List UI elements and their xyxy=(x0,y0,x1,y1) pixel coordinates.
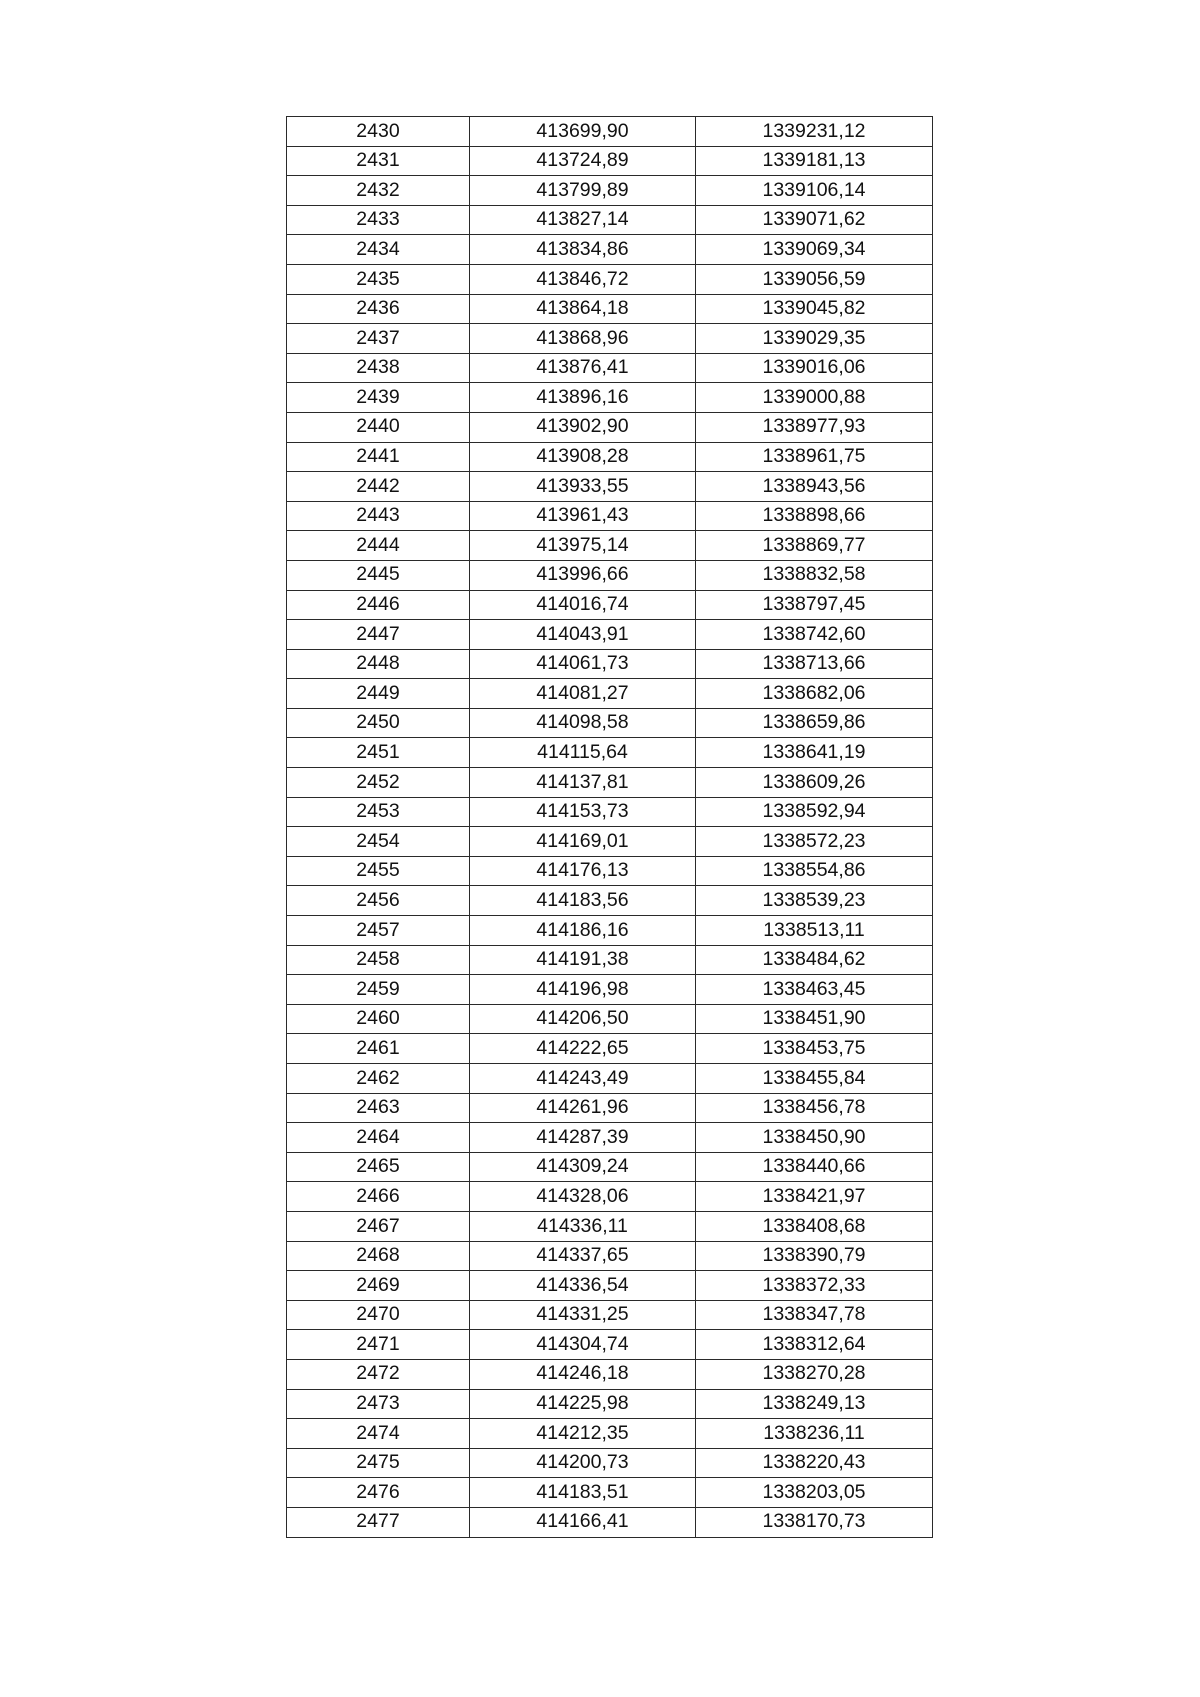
table-row xyxy=(287,1300,933,1330)
point-number-cell: 2467 xyxy=(287,1211,470,1241)
point-number-cell: 2472 xyxy=(287,1359,470,1389)
x-coordinate-cell: 414081,27 xyxy=(470,679,696,709)
table-row xyxy=(287,501,933,531)
point-number-cell: 2450 xyxy=(287,708,470,738)
y-coordinate-cell: 1339016,06 xyxy=(696,353,933,383)
table-row xyxy=(287,738,933,768)
point-number-cell: 2461 xyxy=(287,1034,470,1064)
point-number-cell: 2451 xyxy=(287,738,470,768)
table-row xyxy=(287,1271,933,1301)
y-coordinate-cell: 1338455,84 xyxy=(696,1064,933,1094)
point-number-cell: 2471 xyxy=(287,1330,470,1360)
table-row xyxy=(287,1448,933,1478)
y-coordinate-cell: 1338249,13 xyxy=(696,1389,933,1419)
table-row xyxy=(287,324,933,354)
point-number-cell: 2437 xyxy=(287,324,470,354)
point-number-cell: 2430 xyxy=(287,117,470,147)
y-coordinate-cell: 1338554,86 xyxy=(696,856,933,886)
point-number-cell: 2457 xyxy=(287,916,470,946)
y-coordinate-cell: 1339045,82 xyxy=(696,294,933,324)
point-number-cell: 2469 xyxy=(287,1271,470,1301)
y-coordinate-cell: 1338484,62 xyxy=(696,945,933,975)
table-row xyxy=(287,1241,933,1271)
x-coordinate-cell: 413724,89 xyxy=(470,146,696,176)
x-coordinate-cell: 414191,38 xyxy=(470,945,696,975)
y-coordinate-cell: 1339029,35 xyxy=(696,324,933,354)
point-number-cell: 2455 xyxy=(287,856,470,886)
y-coordinate-cell: 1339000,88 xyxy=(696,383,933,413)
table-row xyxy=(287,117,933,147)
y-coordinate-cell: 1338236,11 xyxy=(696,1419,933,1449)
y-coordinate-cell: 1338463,45 xyxy=(696,975,933,1005)
x-coordinate-cell: 413961,43 xyxy=(470,501,696,531)
x-coordinate-cell: 413996,66 xyxy=(470,560,696,590)
table-row xyxy=(287,679,933,709)
x-coordinate-cell: 414183,56 xyxy=(470,886,696,916)
y-coordinate-cell: 1338742,60 xyxy=(696,620,933,650)
y-coordinate-cell: 1338453,75 xyxy=(696,1034,933,1064)
coordinates-table xyxy=(286,116,933,1538)
x-coordinate-cell: 414176,13 xyxy=(470,856,696,886)
x-coordinate-cell: 414331,25 xyxy=(470,1300,696,1330)
x-coordinate-cell: 413975,14 xyxy=(470,531,696,561)
y-coordinate-cell: 1338421,97 xyxy=(696,1182,933,1212)
point-number-cell: 2433 xyxy=(287,205,470,235)
table-row xyxy=(287,560,933,590)
x-coordinate-cell: 414061,73 xyxy=(470,649,696,679)
point-number-cell: 2432 xyxy=(287,176,470,206)
x-coordinate-cell: 413827,14 xyxy=(470,205,696,235)
x-coordinate-cell: 414098,58 xyxy=(470,708,696,738)
y-coordinate-cell: 1338659,86 xyxy=(696,708,933,738)
x-coordinate-cell: 414183,51 xyxy=(470,1478,696,1508)
x-coordinate-cell: 413902,90 xyxy=(470,412,696,442)
table-row xyxy=(287,1004,933,1034)
x-coordinate-cell: 414336,54 xyxy=(470,1271,696,1301)
table-row xyxy=(287,1478,933,1508)
y-coordinate-cell: 1338641,19 xyxy=(696,738,933,768)
x-coordinate-cell: 414153,73 xyxy=(470,797,696,827)
point-number-cell: 2448 xyxy=(287,649,470,679)
table-row xyxy=(287,827,933,857)
x-coordinate-cell: 413699,90 xyxy=(470,117,696,147)
x-coordinate-cell: 414169,01 xyxy=(470,827,696,857)
table-row xyxy=(287,294,933,324)
x-coordinate-cell: 414328,06 xyxy=(470,1182,696,1212)
point-number-cell: 2473 xyxy=(287,1389,470,1419)
y-coordinate-cell: 1338592,94 xyxy=(696,797,933,827)
point-number-cell: 2454 xyxy=(287,827,470,857)
point-number-cell: 2459 xyxy=(287,975,470,1005)
table-row xyxy=(287,1389,933,1419)
point-number-cell: 2475 xyxy=(287,1448,470,1478)
y-coordinate-cell: 1339056,59 xyxy=(696,264,933,294)
y-coordinate-cell: 1338456,78 xyxy=(696,1093,933,1123)
x-coordinate-cell: 414287,39 xyxy=(470,1123,696,1153)
point-number-cell: 2436 xyxy=(287,294,470,324)
table-row xyxy=(287,264,933,294)
table-row xyxy=(287,649,933,679)
y-coordinate-cell: 1338609,26 xyxy=(696,768,933,798)
y-coordinate-cell: 1338961,75 xyxy=(696,442,933,472)
y-coordinate-cell: 1339231,12 xyxy=(696,117,933,147)
table-row xyxy=(287,176,933,206)
table-row xyxy=(287,768,933,798)
x-coordinate-cell: 413908,28 xyxy=(470,442,696,472)
x-coordinate-cell: 414115,64 xyxy=(470,738,696,768)
x-coordinate-cell: 413896,16 xyxy=(470,383,696,413)
y-coordinate-cell: 1338220,43 xyxy=(696,1448,933,1478)
y-coordinate-cell: 1338869,77 xyxy=(696,531,933,561)
x-coordinate-cell: 414222,65 xyxy=(470,1034,696,1064)
x-coordinate-cell: 414309,24 xyxy=(470,1152,696,1182)
x-coordinate-cell: 413864,18 xyxy=(470,294,696,324)
point-number-cell: 2456 xyxy=(287,886,470,916)
x-coordinate-cell: 414261,96 xyxy=(470,1093,696,1123)
y-coordinate-cell: 1338408,68 xyxy=(696,1211,933,1241)
y-coordinate-cell: 1338440,66 xyxy=(696,1152,933,1182)
x-coordinate-cell: 414200,73 xyxy=(470,1448,696,1478)
x-coordinate-cell: 413876,41 xyxy=(470,353,696,383)
point-number-cell: 2465 xyxy=(287,1152,470,1182)
point-number-cell: 2447 xyxy=(287,620,470,650)
table-row xyxy=(287,205,933,235)
point-number-cell: 2452 xyxy=(287,768,470,798)
point-number-cell: 2435 xyxy=(287,264,470,294)
point-number-cell: 2464 xyxy=(287,1123,470,1153)
point-number-cell: 2440 xyxy=(287,412,470,442)
y-coordinate-cell: 1338682,06 xyxy=(696,679,933,709)
point-number-cell: 2458 xyxy=(287,945,470,975)
point-number-cell: 2477 xyxy=(287,1507,470,1537)
y-coordinate-cell: 1339181,13 xyxy=(696,146,933,176)
x-coordinate-cell: 414243,49 xyxy=(470,1064,696,1094)
y-coordinate-cell: 1338347,78 xyxy=(696,1300,933,1330)
point-number-cell: 2446 xyxy=(287,590,470,620)
point-number-cell: 2462 xyxy=(287,1064,470,1094)
table-row xyxy=(287,1034,933,1064)
x-coordinate-cell: 414212,35 xyxy=(470,1419,696,1449)
point-number-cell: 2431 xyxy=(287,146,470,176)
y-coordinate-cell: 1338513,11 xyxy=(696,916,933,946)
x-coordinate-cell: 414043,91 xyxy=(470,620,696,650)
table-row xyxy=(287,1419,933,1449)
x-coordinate-cell: 414196,98 xyxy=(470,975,696,1005)
y-coordinate-cell: 1339106,14 xyxy=(696,176,933,206)
table-row xyxy=(287,531,933,561)
point-number-cell: 2466 xyxy=(287,1182,470,1212)
point-number-cell: 2445 xyxy=(287,560,470,590)
coordinates-table-body xyxy=(287,117,933,1538)
table-row xyxy=(287,1211,933,1241)
y-coordinate-cell: 1338451,90 xyxy=(696,1004,933,1034)
x-coordinate-cell: 414137,81 xyxy=(470,768,696,798)
x-coordinate-cell: 414166,41 xyxy=(470,1507,696,1537)
table-row xyxy=(287,472,933,502)
table-row xyxy=(287,797,933,827)
table-row xyxy=(287,708,933,738)
table-row xyxy=(287,1064,933,1094)
x-coordinate-cell: 414016,74 xyxy=(470,590,696,620)
table-row xyxy=(287,945,933,975)
x-coordinate-cell: 414186,16 xyxy=(470,916,696,946)
y-coordinate-cell: 1338832,58 xyxy=(696,560,933,590)
y-coordinate-cell: 1338203,05 xyxy=(696,1478,933,1508)
y-coordinate-cell: 1338450,90 xyxy=(696,1123,933,1153)
x-coordinate-cell: 414225,98 xyxy=(470,1389,696,1419)
point-number-cell: 2443 xyxy=(287,501,470,531)
y-coordinate-cell: 1338943,56 xyxy=(696,472,933,502)
point-number-cell: 2434 xyxy=(287,235,470,265)
y-coordinate-cell: 1338539,23 xyxy=(696,886,933,916)
table-row xyxy=(287,235,933,265)
y-coordinate-cell: 1338372,33 xyxy=(696,1271,933,1301)
y-coordinate-cell: 1338312,64 xyxy=(696,1330,933,1360)
point-number-cell: 2468 xyxy=(287,1241,470,1271)
point-number-cell: 2463 xyxy=(287,1093,470,1123)
y-coordinate-cell: 1339069,34 xyxy=(696,235,933,265)
table-row xyxy=(287,1093,933,1123)
y-coordinate-cell: 1338713,66 xyxy=(696,649,933,679)
point-number-cell: 2474 xyxy=(287,1419,470,1449)
x-coordinate-cell: 413933,55 xyxy=(470,472,696,502)
table-row xyxy=(287,1359,933,1389)
point-number-cell: 2439 xyxy=(287,383,470,413)
table-row xyxy=(287,886,933,916)
table-row xyxy=(287,856,933,886)
table-row xyxy=(287,383,933,413)
x-coordinate-cell: 413868,96 xyxy=(470,324,696,354)
table-row xyxy=(287,590,933,620)
table-row xyxy=(287,1152,933,1182)
table-row xyxy=(287,146,933,176)
point-number-cell: 2476 xyxy=(287,1478,470,1508)
table-row xyxy=(287,1182,933,1212)
y-coordinate-cell: 1339071,62 xyxy=(696,205,933,235)
table-row xyxy=(287,916,933,946)
y-coordinate-cell: 1338572,23 xyxy=(696,827,933,857)
point-number-cell: 2470 xyxy=(287,1300,470,1330)
y-coordinate-cell: 1338270,28 xyxy=(696,1359,933,1389)
point-number-cell: 2442 xyxy=(287,472,470,502)
table-row xyxy=(287,1330,933,1360)
y-coordinate-cell: 1338977,93 xyxy=(696,412,933,442)
point-number-cell: 2441 xyxy=(287,442,470,472)
x-coordinate-cell: 413799,89 xyxy=(470,176,696,206)
x-coordinate-cell: 414206,50 xyxy=(470,1004,696,1034)
x-coordinate-cell: 413846,72 xyxy=(470,264,696,294)
point-number-cell: 2438 xyxy=(287,353,470,383)
table-row xyxy=(287,412,933,442)
x-coordinate-cell: 414304,74 xyxy=(470,1330,696,1360)
table-row xyxy=(287,442,933,472)
point-number-cell: 2449 xyxy=(287,679,470,709)
y-coordinate-cell: 1338898,66 xyxy=(696,501,933,531)
y-coordinate-cell: 1338797,45 xyxy=(696,590,933,620)
point-number-cell: 2444 xyxy=(287,531,470,561)
table-row xyxy=(287,1123,933,1153)
x-coordinate-cell: 414337,65 xyxy=(470,1241,696,1271)
x-coordinate-cell: 414246,18 xyxy=(470,1359,696,1389)
point-number-cell: 2460 xyxy=(287,1004,470,1034)
y-coordinate-cell: 1338170,73 xyxy=(696,1507,933,1537)
y-coordinate-cell: 1338390,79 xyxy=(696,1241,933,1271)
table-row xyxy=(287,975,933,1005)
x-coordinate-cell: 413834,86 xyxy=(470,235,696,265)
point-number-cell: 2453 xyxy=(287,797,470,827)
table-row xyxy=(287,1507,933,1537)
table-row xyxy=(287,353,933,383)
table-row xyxy=(287,620,933,650)
x-coordinate-cell: 414336,11 xyxy=(470,1211,696,1241)
